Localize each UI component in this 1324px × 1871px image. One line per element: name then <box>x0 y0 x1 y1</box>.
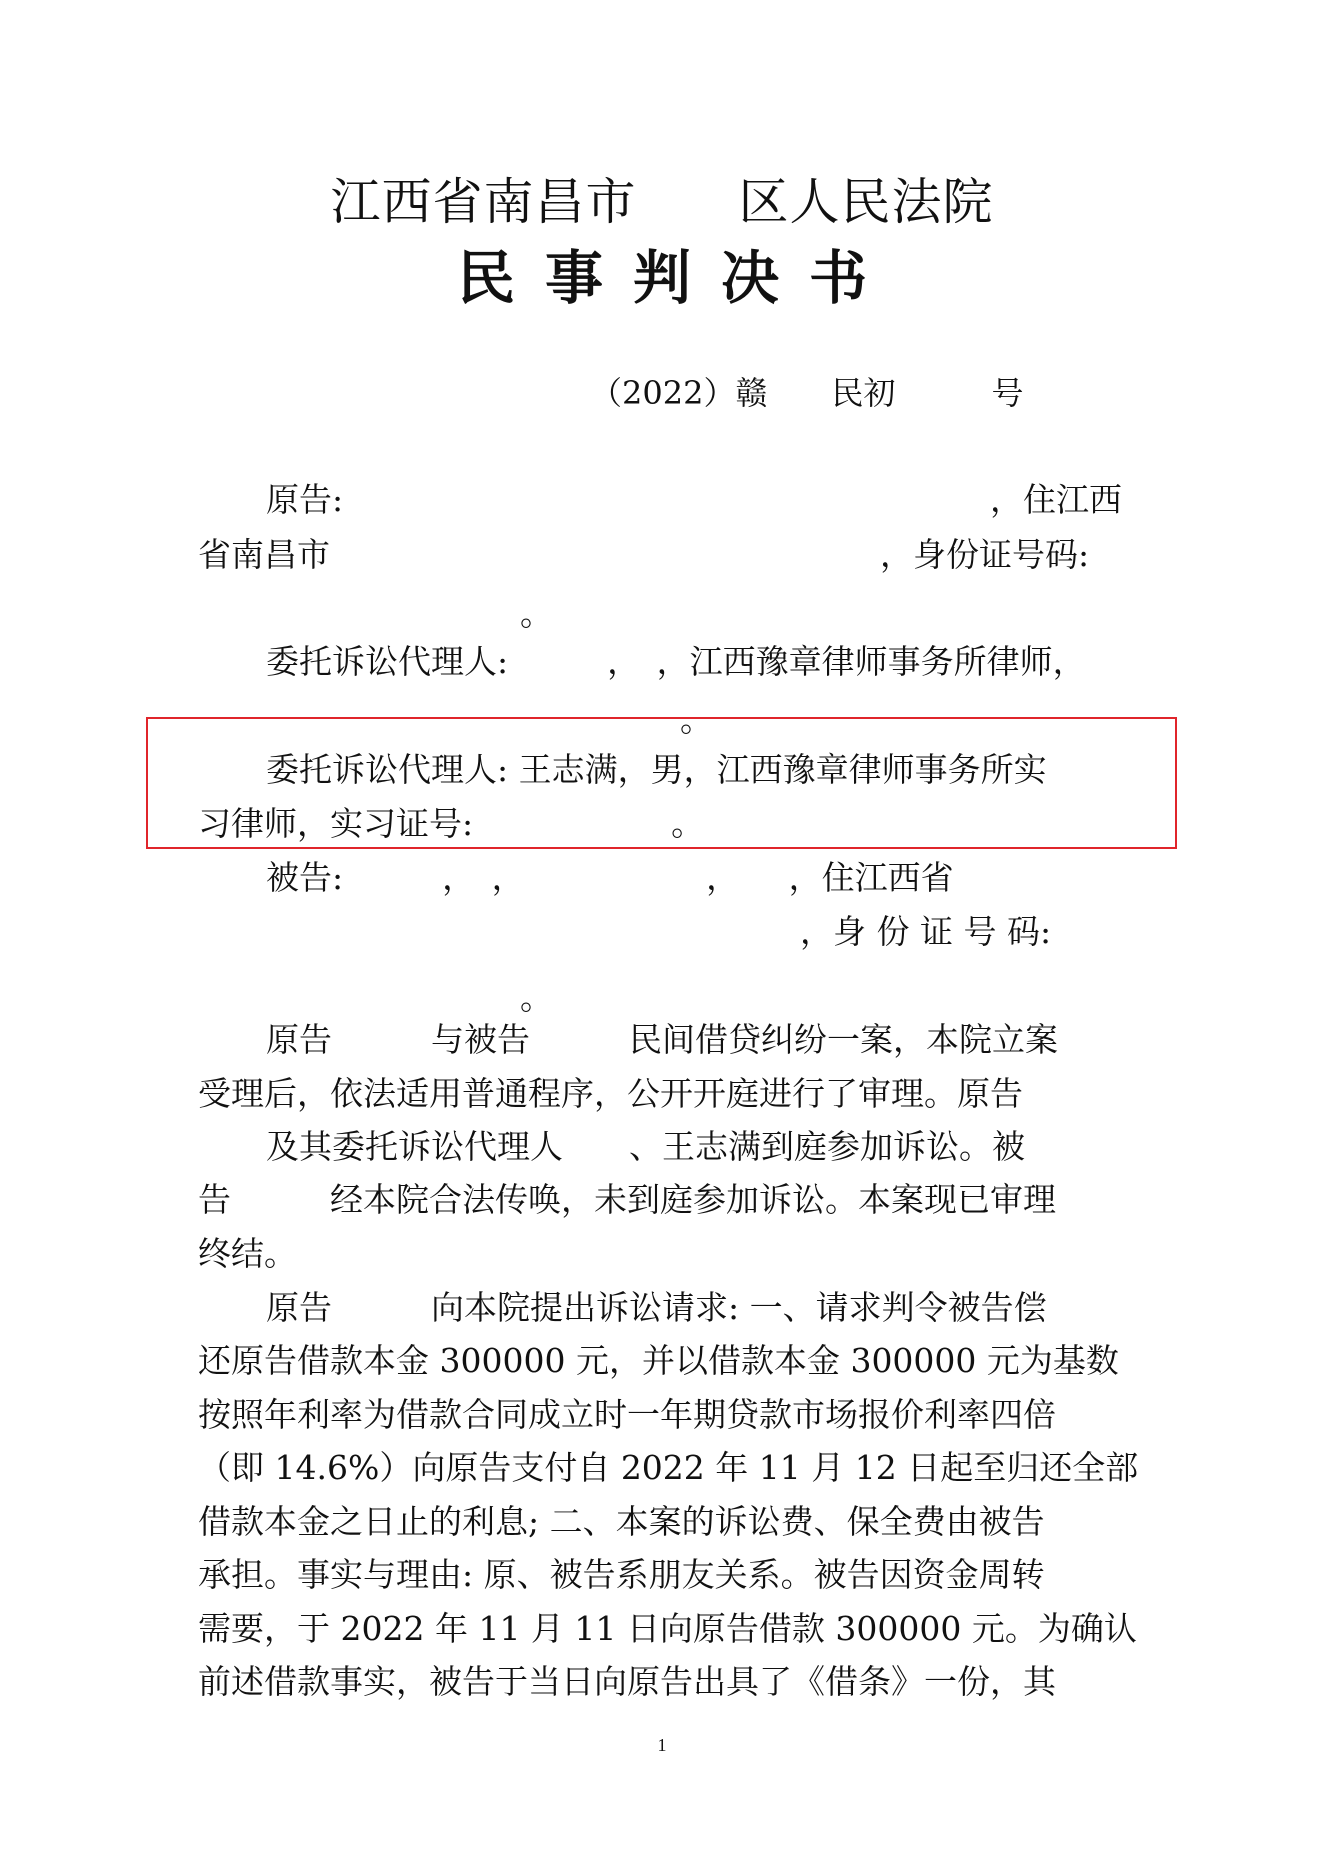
paragraph-2-line-2: 还原告借款本金 300000 元，并以借款本金 300000 元为基数 <box>198 1341 1119 1380</box>
paragraph-1-line-3: 及其委托诉讼代理人 、王志满到庭参加诉讼。被 <box>266 1127 1025 1166</box>
paragraph-2-line-3: 按照年利率为借款合同成立时一年期贷款市场报价利率四倍 <box>198 1395 1056 1434</box>
paragraph-2-line-4: （即 14.6%）向原告支付自 2022 年 11 月 12 日起至归还全部 <box>198 1448 1139 1487</box>
plaintiff-id-label: ，身份证号码: <box>880 535 1090 574</box>
defendant-line-1: 被告: ， ， ， ，住江西省 <box>266 858 954 897</box>
agent-2-line-2: 习律师，实习证号: 。 <box>198 804 705 843</box>
agent-1-line-1: 委托诉讼代理人: ， ，江西豫章律师事务所律师， <box>266 642 1086 681</box>
agent-1-line-2: 。 <box>680 700 713 739</box>
paragraph-1-line-2: 受理后，依法适用普通程序，公开开庭进行了审理。原告 <box>198 1074 1023 1113</box>
case-number: （2022）赣 民初 号 <box>590 374 1024 412</box>
court-name: 江西省南昌市 区人民法院 <box>330 173 994 231</box>
plaintiff-address-city: 省南昌市 <box>198 535 330 574</box>
paragraph-1-line-5: 终结。 <box>198 1234 297 1273</box>
defendant-end: 。 <box>520 978 553 1017</box>
page-number: 1 <box>657 1735 667 1755</box>
agent-2-line-1: 委托诉讼代理人: 王志满，男，江西豫章律师事务所实 <box>266 750 1047 789</box>
paragraph-2-line-5: 借款本金之日止的利息; 二、本案的诉讼费、保全费由被告 <box>198 1502 1045 1541</box>
plaintiff-end: 。 <box>520 594 553 633</box>
paragraph-1-line-4: 告 经本院合法传唤，未到庭参加诉讼。本案现已审理 <box>198 1180 1056 1219</box>
paragraph-1-line-1: 原告 与被告 民间借贷纠纷一案，本院立案 <box>266 1020 1058 1059</box>
defendant-id-label: ，身 份 证 号 码: <box>800 912 1052 951</box>
document-title: 民事判决书 <box>456 244 897 312</box>
plaintiff-address-start: ，住江西 <box>990 480 1122 519</box>
paragraph-2-line-1: 原告 向本院提出诉讼请求: 一、请求判令被告偿 <box>266 1288 1047 1327</box>
paragraph-2-line-8: 前述借款事实，被告于当日向原告出具了《借条》一份，其 <box>198 1662 1056 1701</box>
paragraph-2-line-6: 承担。事实与理由: 原、被告系朋友关系。被告因资金周转 <box>198 1555 1045 1594</box>
plaintiff-label: 原告: <box>266 480 344 519</box>
paragraph-2-line-7: 需要，于 2022 年 11 月 11 日向原告借款 300000 元。为确认 <box>198 1609 1137 1648</box>
